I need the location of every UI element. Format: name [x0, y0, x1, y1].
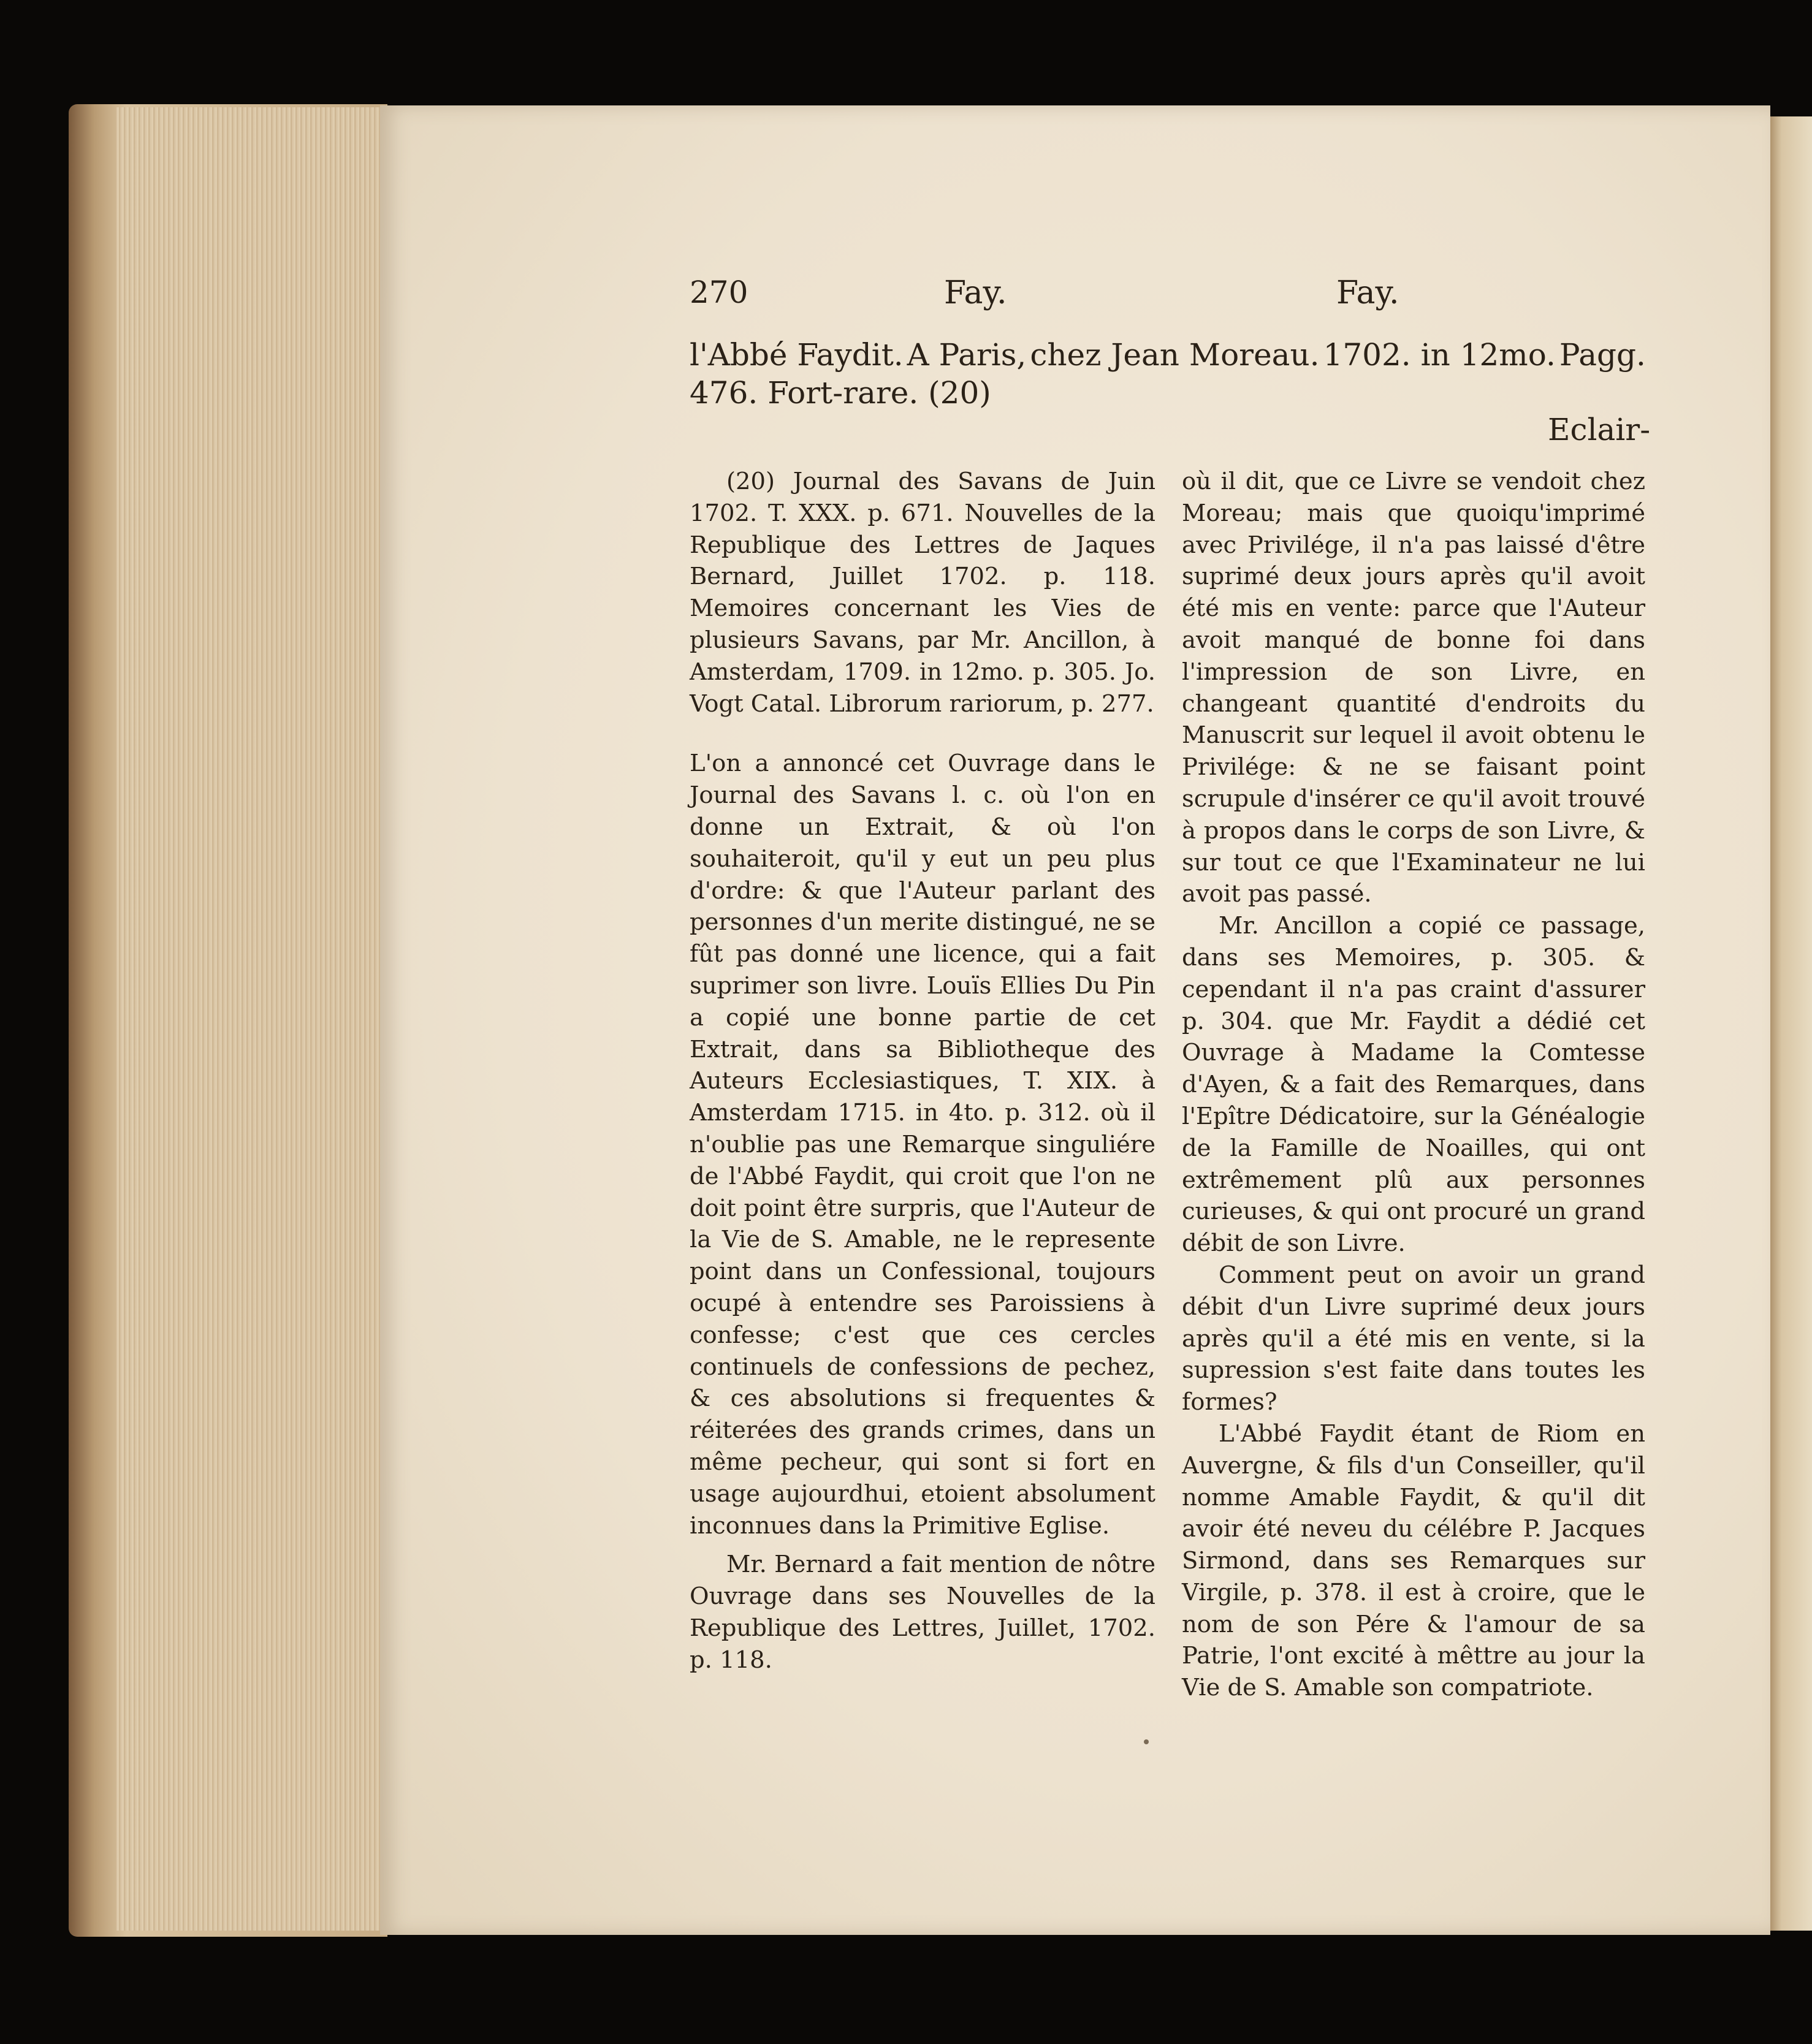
- right-paragraph-1: où il dit, que ce Livre se vendoit chez Moreau; mais que quoiqu'imprimé avec Privilége, il n'a pas laissé d'être suprimé deux jours après qu'il avoit été mis en vente: parce que l'Auteur avoit manqué de bonne foi dans l'impression de son Livre, en changeant quantité d'endroits du Manuscrit sur lequel il avoit obtenu le Privilége: & ne se faisant point scrupule d'insérer ce qu'il avoit trouvé à propos dans le corps de son Livre, & sur tout ce que l'Examinateur ne lui avoit pas passé.: [1182, 468, 1645, 908]
- running-head-left: Fay.: [944, 275, 1007, 311]
- entry-title-line-1: [690, 337, 1646, 373]
- running-head: [690, 275, 1646, 317]
- running-head-right: Fay.: [1336, 275, 1399, 311]
- left-paragraph-1: L'on a annoncé cet Ouvrage dans le Journal des Savans l. c. où l'on en donne un Extrait, & où l'on souhaiteroit, qu'il y eut un peu plus d'ordre: & que l'Auteur parlant des personnes d'un merite distingué, ne se fût pas donné une licence, qui a fait suprimer son livre. Louïs Ellies Du Pin a copié une bonne partie de cet Extrait, dans sa Bibliotheque des Auteurs Ecclesiastiques, T. XIX. à Amsterdam 1715. in 4to. p. 312. où il n'oublie pas une Remarque singuliére de l'Abbé Faydit, qui croit que l'on ne doit point être surpris, que l'Auteur de la Vie de S. Amable, ne le represente point dans un Confessional, toujours ocupé à entendre ses Paroissiens à confesse; c'est que ces cercles continuels de confessions de pechez, & ces absolutions si frequentes & réiterées des grands crimes, dans un même pecheur, qui sont si fort en usage aujourdhui, etoient absolument inconnues dans la Primitive Eglise.: [690, 750, 1155, 1540]
- title-place: A Paris,: [907, 337, 1027, 373]
- right-column: [1182, 466, 1645, 1704]
- title-publisher: chez Jean Moreau.: [1030, 337, 1320, 373]
- page-number: 270: [690, 275, 748, 310]
- title-pagg: Pagg.: [1559, 337, 1646, 373]
- title-author: l'Abbé Faydit.: [690, 337, 904, 373]
- footnote-20: (20) Journal des Savans de Juin 1702. T. XXX. p. 671. Nouvelles de la Republique des Lettres de Jaques Bernard, Juillet 1702. p. 118. Memoires concernant les Vies de plusieurs Savans, par Mr. Ancillon, à Amsterdam, 1709. in 12mo. p. 305. Jo. Vogt Catal. Librorum rariorum, p. 277.: [690, 468, 1155, 718]
- entry-title-line-2: 476. Fort-rare. (20): [690, 375, 991, 411]
- right-paragraph-3: Comment peut on avoir un grand débit d'un Livre suprimé deux jours après qu'il a été mis en vente, si la supression s'est faite dans toutes les formes?: [1182, 1261, 1645, 1416]
- title-year-format: 1702. in 12mo.: [1323, 337, 1556, 373]
- page-stack-edge: [116, 107, 386, 1931]
- right-paragraph-4: L'Abbé Faydit étant de Riom en Auvergne, & fils d'un Conseiller, qu'il nomme Amable Faydit, & qu'il dit avoir été neveu du célébre P. Jacques Sirmond, dans ses Remarques sur Virgile, p. 378. il est à croire, que le nom de son Pére & l'amour de sa Patrie, l'ont excité à mêttre au jour la Vie de S. Amable son compatriote.: [1182, 1419, 1645, 1702]
- left-column: [690, 466, 1155, 1676]
- left-paragraph-2: Mr. Bernard a fait mention de nôtre Ouvrage dans ses Nouvelles de la Republique des Lettres, Juillet, 1702. p. 118.: [690, 1551, 1155, 1674]
- facing-page-edge: [1768, 116, 1812, 1931]
- ink-speck: [1144, 1739, 1149, 1744]
- right-paragraph-2: Mr. Ancillon a copié ce passage, dans ses Memoires, p. 305. & cependant il n'a pas craint d'assurer p. 304. que Mr. Faydit a dédié cet Ouvrage à Madame la Comtesse d'Ayen, & a fait des Remarques, dans l'Epître Dédicatoire, sur la Généalogie de la Famille de Noailles, qui ont extrêmement plû aux personnes curieuses, & qui ont procuré un grand débit de son Livre.: [1182, 912, 1645, 1258]
- catchword-top: Eclair-: [1548, 412, 1651, 447]
